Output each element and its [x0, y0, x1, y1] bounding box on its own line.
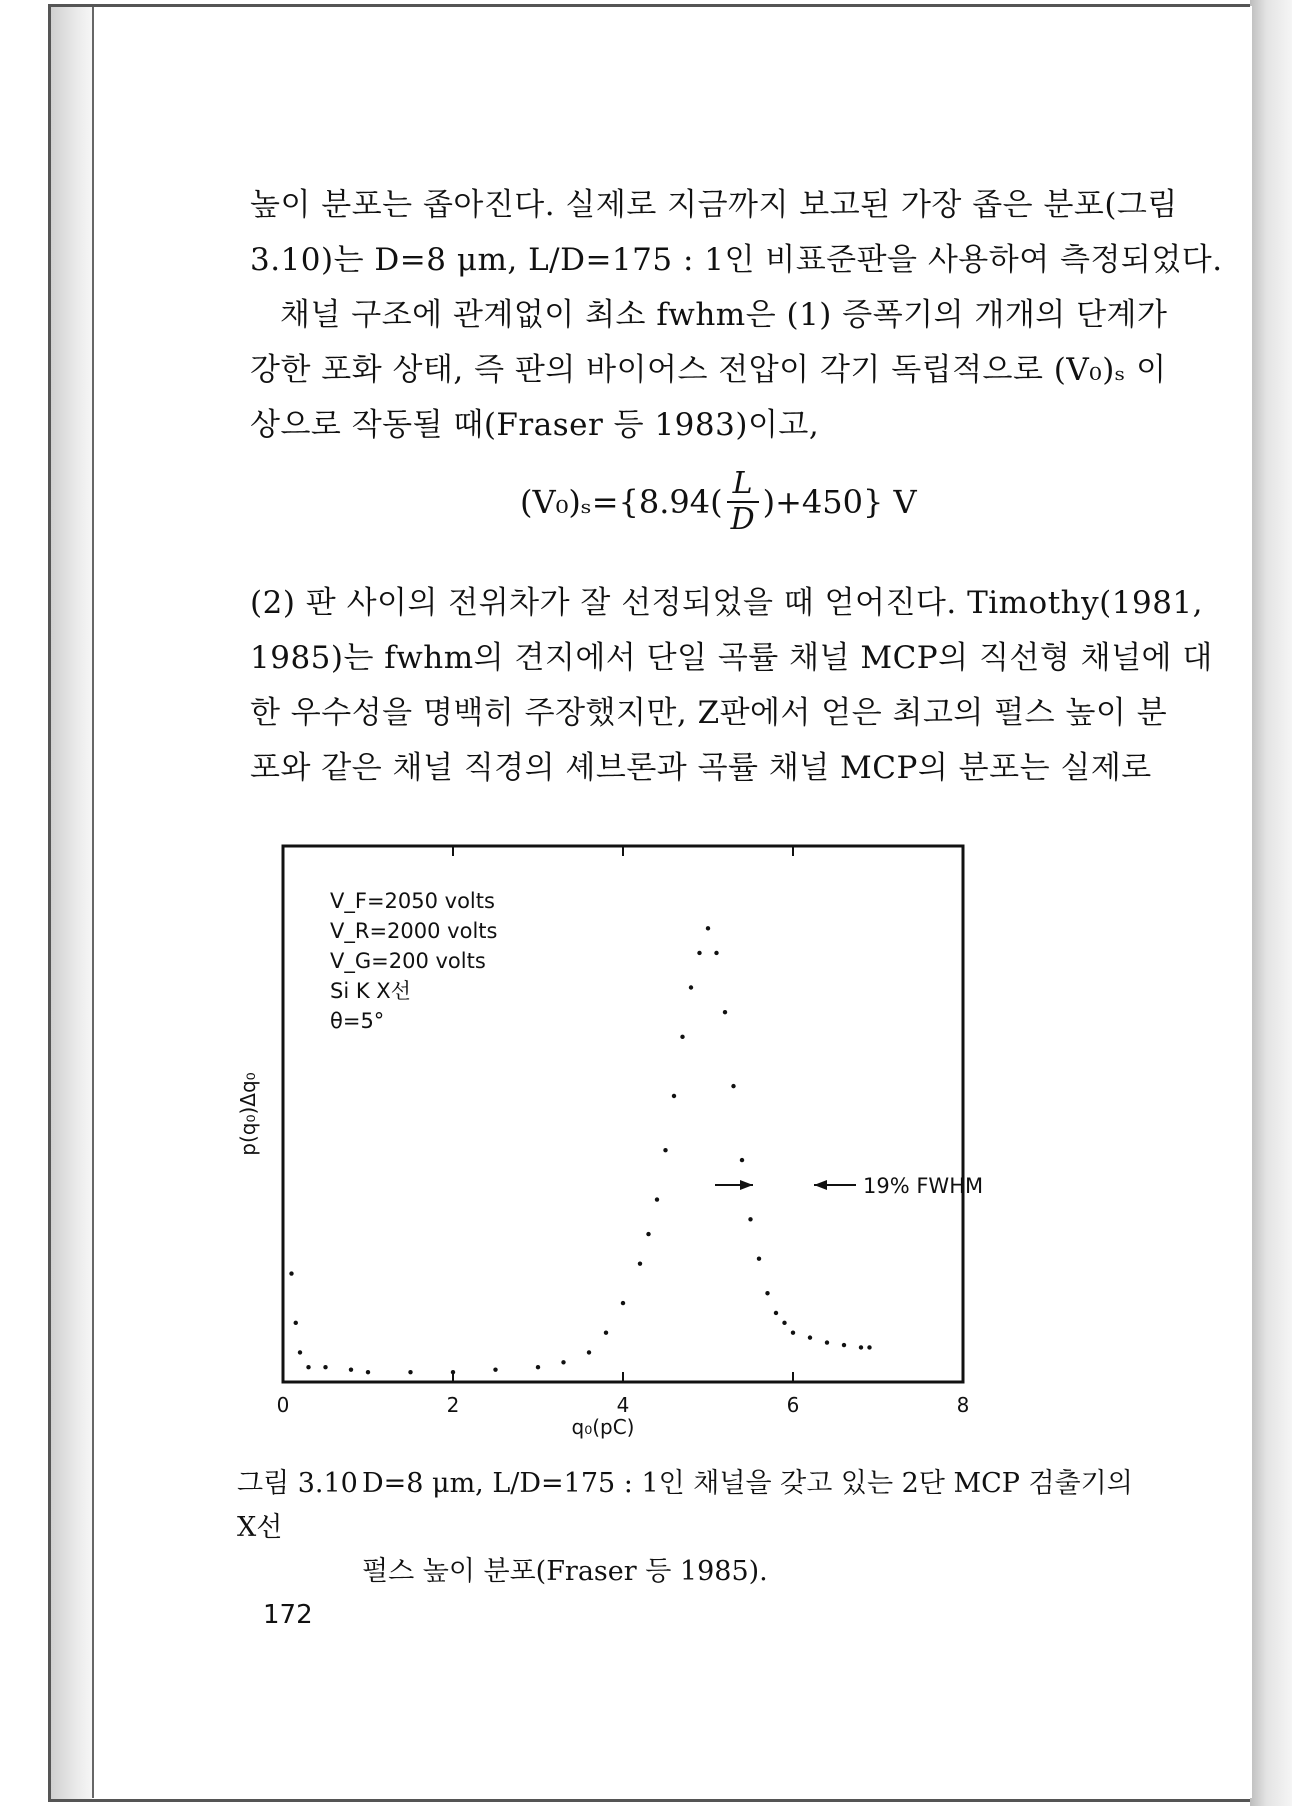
equation-lhs: (V₀)ₛ={8.94( [520, 483, 723, 521]
data-point [289, 1271, 293, 1275]
data-point [451, 1370, 455, 1374]
data-point [748, 1217, 752, 1221]
annotation-vg: V_G=200 volts [330, 949, 486, 973]
data-point [638, 1261, 642, 1265]
data-point [867, 1345, 871, 1349]
data-point [723, 1010, 727, 1014]
x-tick-label: 0 [276, 1393, 290, 1417]
text-line: 포와 같은 채널 직경의 셰브론과 곡률 채널 MCP의 분포는 실제로 [250, 750, 1152, 786]
data-point [842, 1343, 846, 1347]
book-border-bottom [50, 1799, 1250, 1802]
figure-caption [237, 1462, 1157, 1594]
text-line: 한 우수성을 명백히 주장했지만, Z판에서 얻은 최고의 펄스 높이 분 [250, 695, 1168, 731]
data-point [808, 1335, 812, 1339]
text-line: 3.10)는 D=8 μm, L/D=175 : 1인 비표준판을 사용하여 측정되었다. [250, 242, 1223, 278]
data-point [646, 1232, 650, 1236]
fraction-numerator: L [732, 466, 753, 501]
x-tick-label: 4 [616, 1393, 630, 1417]
data-point [825, 1340, 829, 1344]
data-point [561, 1360, 565, 1364]
caption-number: 그림 3.10 [237, 1468, 358, 1499]
text-line: (2) 판 사이의 전위차가 잘 선정되었을 때 얻어진다. Timothy(1981, [250, 585, 1203, 621]
data-point [663, 1148, 667, 1152]
data-point [366, 1370, 370, 1374]
fraction-denominator: D [730, 502, 755, 537]
data-point [604, 1330, 608, 1334]
chart-svg [220, 828, 1180, 1448]
annotation-vr: V_R=2000 volts [330, 919, 498, 943]
text-line: 채널 구조에 관계없이 최소 fwhm은 (1) 증폭기의 개개의 단계가 [280, 297, 1168, 333]
data-point [294, 1321, 298, 1325]
data-point [587, 1350, 591, 1354]
data-point [859, 1345, 863, 1349]
data-point [680, 1035, 684, 1039]
data-point [298, 1350, 302, 1354]
data-point [621, 1301, 625, 1305]
data-point [689, 985, 693, 989]
data-point [655, 1197, 659, 1201]
data-point [306, 1365, 310, 1369]
data-point [774, 1311, 778, 1315]
annotation-angle: θ=5° [330, 1009, 385, 1033]
annotation-vf: V_F=2050 volts [330, 889, 495, 913]
body-text-top [250, 178, 1223, 453]
text-line: 강한 포화 상태, 즉 판의 바이어스 전압이 각기 독립적으로 (V₀)ₛ 이 [250, 352, 1167, 388]
data-point [791, 1330, 795, 1334]
equation-rhs: )+450} V [762, 483, 917, 521]
data-point [536, 1365, 540, 1369]
text-line: 높이 분포는 좁아진다. 실제로 지금까지 보고된 가장 좁은 분포(그림 [250, 187, 1178, 223]
data-point [757, 1257, 761, 1261]
caption-line1: D=8 μm, L/D=175 : 1인 채널을 갖고 있는 2단 MCP 검출기의 X선 [237, 1468, 1133, 1543]
page-shadow-right [1250, 0, 1292, 1806]
data-point [349, 1367, 353, 1371]
fwhm-arrowhead-left [740, 1180, 753, 1190]
x-tick-label: 2 [446, 1393, 460, 1417]
text-line: 1985)는 fwhm의 견지에서 단일 곡률 채널 MCP의 직선형 채널에 대 [250, 640, 1213, 676]
data-point [765, 1291, 769, 1295]
book-border-top [50, 4, 1250, 7]
book-spine-edge [50, 6, 92, 1802]
figure-3-10 [220, 828, 1180, 1448]
x-tick-label: 6 [786, 1393, 800, 1417]
data-point [740, 1158, 744, 1162]
x-tick-label: 8 [956, 1393, 970, 1417]
data-point [323, 1365, 327, 1369]
caption-line2: 펄스 높이 분포(Fraser 등 1985). [362, 1556, 768, 1587]
y-axis-label: p(q₀)Δq₀ [236, 1072, 260, 1156]
equation-fraction [727, 466, 759, 537]
annotation-source: Si K X선 [330, 979, 411, 1003]
text-line: 상으로 작동될 때(Fraser 등 1983)이고, [250, 407, 820, 443]
data-point [706, 926, 710, 930]
fwhm-marker [715, 1174, 983, 1198]
data-point [731, 1084, 735, 1088]
data-point [408, 1370, 412, 1374]
book-border-left [48, 4, 51, 1802]
equation-saturation-voltage [520, 462, 917, 542]
data-point [697, 951, 701, 955]
data-point [672, 1094, 676, 1098]
x-axis-label: q₀(pC) [571, 1415, 635, 1439]
fwhm-arrowhead-right [814, 1180, 827, 1190]
data-point [782, 1321, 786, 1325]
page-number: 172 [263, 1600, 313, 1630]
data-point [493, 1367, 497, 1371]
data-point [714, 951, 718, 955]
body-text-bottom [250, 576, 1213, 796]
fwhm-label: 19% FWHM [863, 1174, 984, 1198]
